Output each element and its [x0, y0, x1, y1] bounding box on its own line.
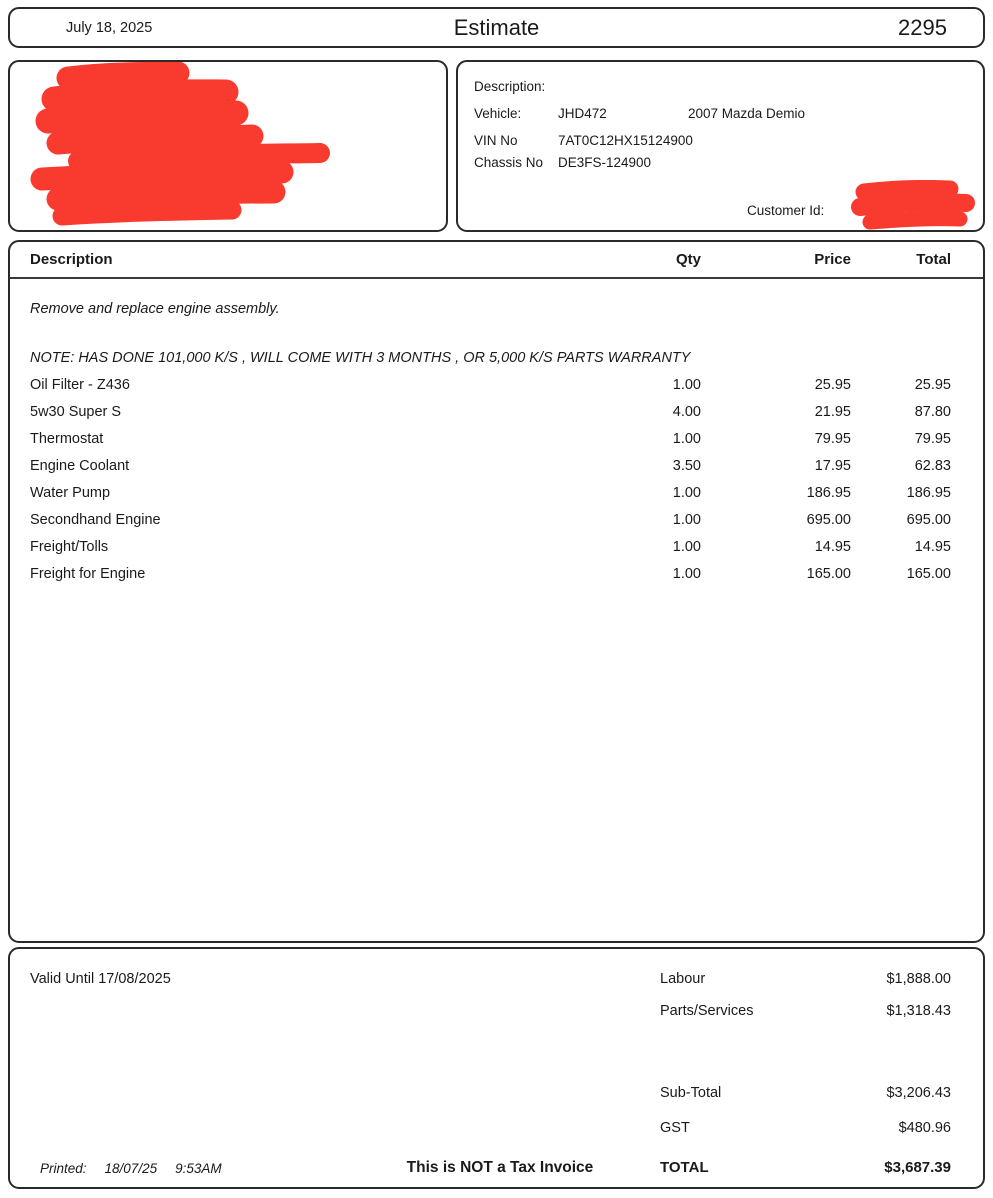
document-number: 2295 — [898, 14, 947, 40]
item-qty: 1.00 — [672, 377, 701, 393]
summary-value: $1,888.00 — [886, 971, 951, 987]
item-qty: 1.00 — [672, 431, 701, 447]
item-qty: 1.00 — [672, 566, 701, 582]
printed-label: Printed: — [40, 1161, 87, 1176]
total-label: TOTAL — [660, 1159, 709, 1176]
redaction-scribble-customer-details — [30, 62, 370, 234]
valid-until-label: Valid Until — [30, 971, 95, 987]
item-description: Engine Coolant — [30, 458, 130, 474]
item-description: Freight for Engine — [30, 566, 146, 582]
summary-row-labour — [660, 971, 951, 987]
item-total: 186.95 — [906, 485, 951, 501]
header-description: Description — [30, 251, 113, 268]
printed-time: 9:53AM — [175, 1161, 222, 1176]
item-qty: 4.00 — [672, 404, 701, 420]
description-label: Description: — [474, 79, 546, 94]
summary-value: $3,206.43 — [886, 1085, 951, 1101]
summary-value: $1,318.43 — [886, 1003, 951, 1019]
item-qty: 3.50 — [672, 458, 701, 474]
summary-value: $480.96 — [898, 1120, 951, 1136]
table-row — [10, 453, 983, 480]
summary-label: GST — [660, 1120, 690, 1136]
header-qty: Qty — [675, 251, 701, 268]
item-description: Water Pump — [30, 485, 111, 501]
printed-timestamp — [40, 1161, 222, 1176]
customer-id-label: Customer Id: — [747, 203, 825, 218]
item-description: Thermostat — [30, 431, 104, 447]
item-description: Oil Filter - Z436 — [30, 377, 130, 393]
table-row — [10, 480, 983, 507]
page-title: Estimate — [453, 14, 540, 40]
table-row — [10, 534, 983, 561]
item-qty: 1.00 — [672, 539, 701, 555]
total-value: $3,687.39 — [884, 1159, 951, 1176]
item-qty: 1.00 — [672, 512, 701, 528]
item-description: Freight/Tolls — [30, 539, 109, 555]
summary-row-parts-services — [660, 1003, 951, 1019]
item-total: 79.95 — [914, 431, 951, 447]
not-tax-invoice-notice: This is NOT a Tax Invoice — [406, 1159, 594, 1176]
table-row — [10, 372, 983, 399]
item-price: 165.00 — [806, 566, 851, 582]
table-row — [10, 561, 983, 588]
valid-until-date: 17/08/2025 — [98, 971, 171, 987]
vehicle-rego: JHD472 — [558, 106, 607, 121]
table-row — [10, 399, 983, 426]
document-date: July 18, 2025 — [66, 19, 153, 36]
item-total: 87.80 — [914, 404, 951, 420]
item-price: 186.95 — [806, 485, 851, 501]
summary-row-subtotal — [660, 1085, 951, 1101]
chassis-label: Chassis No — [474, 155, 544, 170]
item-price: 14.95 — [814, 539, 851, 555]
vehicle-label: Vehicle: — [474, 106, 522, 121]
summary-label: Parts/Services — [660, 1003, 754, 1019]
item-total: 165.00 — [906, 566, 951, 582]
table-row — [10, 507, 983, 534]
header-total: Total — [916, 251, 951, 268]
item-price: 17.95 — [814, 458, 851, 474]
note-spacer — [10, 323, 983, 345]
redaction-scribble-customer-id — [848, 180, 985, 235]
summary-row-gst — [660, 1120, 951, 1136]
item-description: Secondhand Engine — [30, 512, 161, 528]
item-total: 14.95 — [914, 539, 951, 555]
table-row — [10, 426, 983, 453]
items-table-header — [10, 242, 983, 279]
item-total: 25.95 — [914, 377, 951, 393]
item-price: 695.00 — [806, 512, 851, 528]
item-total: 695.00 — [906, 512, 951, 528]
warranty-note: NOTE: HAS DONE 101,000 K/S , WILL COME WITH 3 MONTHS , OR 5,000 K/S PARTS WARRANTY — [30, 350, 691, 366]
header-bar — [8, 7, 985, 48]
job-description-note: Remove and replace engine assembly. — [30, 301, 280, 317]
item-price: 21.95 — [814, 404, 851, 420]
summary-label: Sub-Total — [660, 1085, 722, 1101]
items-table-body — [10, 279, 983, 588]
items-table — [8, 240, 985, 943]
item-qty: 1.00 — [672, 485, 701, 501]
item-price: 79.95 — [814, 431, 851, 447]
vin-label: VIN No — [474, 133, 518, 148]
header-price: Price — [814, 251, 851, 268]
chassis-value: DE3FS-124900 — [558, 155, 652, 170]
valid-until — [30, 971, 175, 987]
printed-date: 18/07/25 — [104, 1161, 158, 1176]
vehicle-model: 2007 Mazda Demio — [688, 106, 806, 121]
item-description: 5w30 Super S — [30, 404, 122, 420]
item-total: 62.83 — [914, 458, 951, 474]
item-price: 25.95 — [814, 377, 851, 393]
summary-box — [8, 947, 985, 1189]
summary-label: Labour — [660, 971, 706, 987]
vin-value: 7AT0C12HX15124900 — [558, 133, 693, 148]
